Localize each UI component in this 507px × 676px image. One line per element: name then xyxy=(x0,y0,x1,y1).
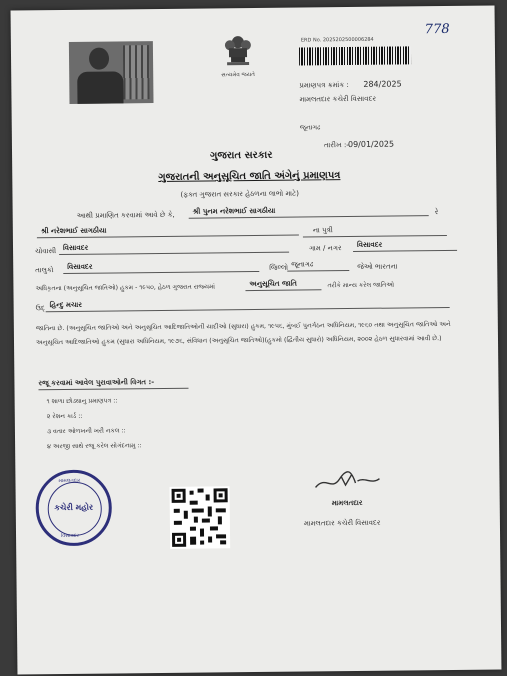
certificate-page xyxy=(11,5,502,674)
certify-intro: આથી પ્રમાણિત કરવામાં આવે છે કે, xyxy=(76,210,175,220)
cert-number: 284/2025 xyxy=(363,79,402,89)
barcode xyxy=(299,46,411,65)
caste-category: અનુસૂચિત જાતિ xyxy=(249,279,297,289)
signature xyxy=(311,467,383,496)
gam-value: વિસાવદર xyxy=(356,240,383,249)
caste-category-field xyxy=(245,278,321,291)
relation-line xyxy=(303,235,447,238)
signatory-office: મામલતદાર કચેરી વિસાવદર xyxy=(303,518,381,528)
evidence-item: ૩ વતાર ઓળખની ખરી નકલ :: xyxy=(46,427,126,436)
handwritten-number: 778 xyxy=(424,21,450,38)
jillo-value: જૂનાગઢ xyxy=(291,260,314,269)
applicant-photo xyxy=(69,41,154,104)
holder-name-field xyxy=(189,204,429,219)
order-suffix: તરીકે માન્ય કરેલ જાતિઓ xyxy=(327,281,395,290)
government-heading: ગુજરાત સરકાર xyxy=(210,149,273,162)
caste-name: હિન્દુ મચાર xyxy=(49,300,82,310)
issuing-office-top: મામલતદાર કચેરી વિસાવદર xyxy=(299,94,377,104)
state-emblem-icon xyxy=(217,32,259,76)
evidence-item: ૨ રેશન કાર્ડ :: xyxy=(46,412,83,421)
evidence-item: ૪ અરજી સાથે રજૂ કરેલ સોગંદનામુ :: xyxy=(47,442,142,451)
cert-number-label: પ્રમાણપત્ર ક્રમાંક : xyxy=(299,81,349,90)
father-name-field xyxy=(37,224,299,239)
body-paragraph: જાતિના છે. (અનુસૂચિત જાતિઓ અને અનુસૂચિત આદિજાતિઓની યાદીઓ (સુધારા) હુકમ, ૧૯૫૬, મુંબઈ પુનર્ગઠન અધિનિયમ, ૧૯૬૦ તથા અનુસૂચિત જાતિઓ અને અનુસૂચિત આદિજાતિઓ હુકમ (સુધારા અધિનિયમ, ૧૯૭૬, સંવિધાન (અનુસૂચિત જાતિઓ)(હુકમો (દ્વિતીય સુધારો) અધિનિયમ, ૨૦૦૨ હેઠળ સુધારવામાં આવી છે.) xyxy=(35,320,451,346)
taluka-field xyxy=(63,260,259,274)
qr-code xyxy=(170,486,231,549)
village-label: ચોવાસી xyxy=(35,247,57,256)
date-label: તારીખ :- xyxy=(323,141,349,150)
holder-name: શ્રી પુનમ નરેશભાઈ સાગઠીયા xyxy=(192,206,276,216)
office-seal xyxy=(35,470,112,547)
signatory-title: મામલતદાર xyxy=(331,498,363,508)
seal-text: કચેરી મહોર xyxy=(54,502,94,513)
emblem-caption: સત્યમેવ જયતે xyxy=(221,71,255,79)
relation-label: ના પુત્રી xyxy=(312,226,333,235)
seal-ring-top: મામલતદાર xyxy=(58,477,81,485)
issue-date: 09/01/2025 xyxy=(347,139,395,150)
barcode-caption: ERD No. 2025202500006284 xyxy=(300,36,374,44)
evidence-heading-underline xyxy=(39,388,189,391)
order-text: અધિકૃતના (અનુસૂચિત જાતિઓ) હુકમ - ૧૯૫૦, હેઠળ ગુજરાત રાજ્યમાં xyxy=(35,283,215,293)
holder-suffix: રે xyxy=(434,208,439,217)
jillo-label: જિલ્લો xyxy=(269,263,289,272)
gam-field xyxy=(353,239,457,252)
taluka-label: તાલુકો xyxy=(35,266,54,275)
certificate-title: ગુજરાતની અનુસૂચિત જાતિ અંગેનું પ્રમાણપત્ર xyxy=(158,170,341,184)
taluka-value: વિસાવદર xyxy=(67,262,93,271)
caste-prefix: ઉદ્ xyxy=(35,304,45,313)
jemo-label: જેઓ ભારતના xyxy=(357,262,398,271)
village-value: વિસાવદર xyxy=(62,243,89,253)
gam-label: ગામ / નગર xyxy=(309,244,342,253)
seal-ring-bottom: વિસાવદર xyxy=(61,532,80,540)
father-name: શ્રી નરેશભાઈ સાગઠીયા xyxy=(40,226,107,236)
village-field xyxy=(59,241,289,255)
certificate-subtitle: (ફક્ત ગુજરાત સરકાર હેઠળના લાભો માટે) xyxy=(180,189,299,199)
evidence-heading: રજૂ કરવામાં આવેલ પુરાવાઓની વિગત :- xyxy=(38,378,155,388)
jillo-field xyxy=(287,259,349,272)
caste-name-field xyxy=(46,296,450,312)
district-name: જૂનાગઢ xyxy=(299,123,321,132)
evidence-item: ૧ શાળા છોડ્યાનુ પ્રમાણપત્ર :: xyxy=(46,397,118,406)
